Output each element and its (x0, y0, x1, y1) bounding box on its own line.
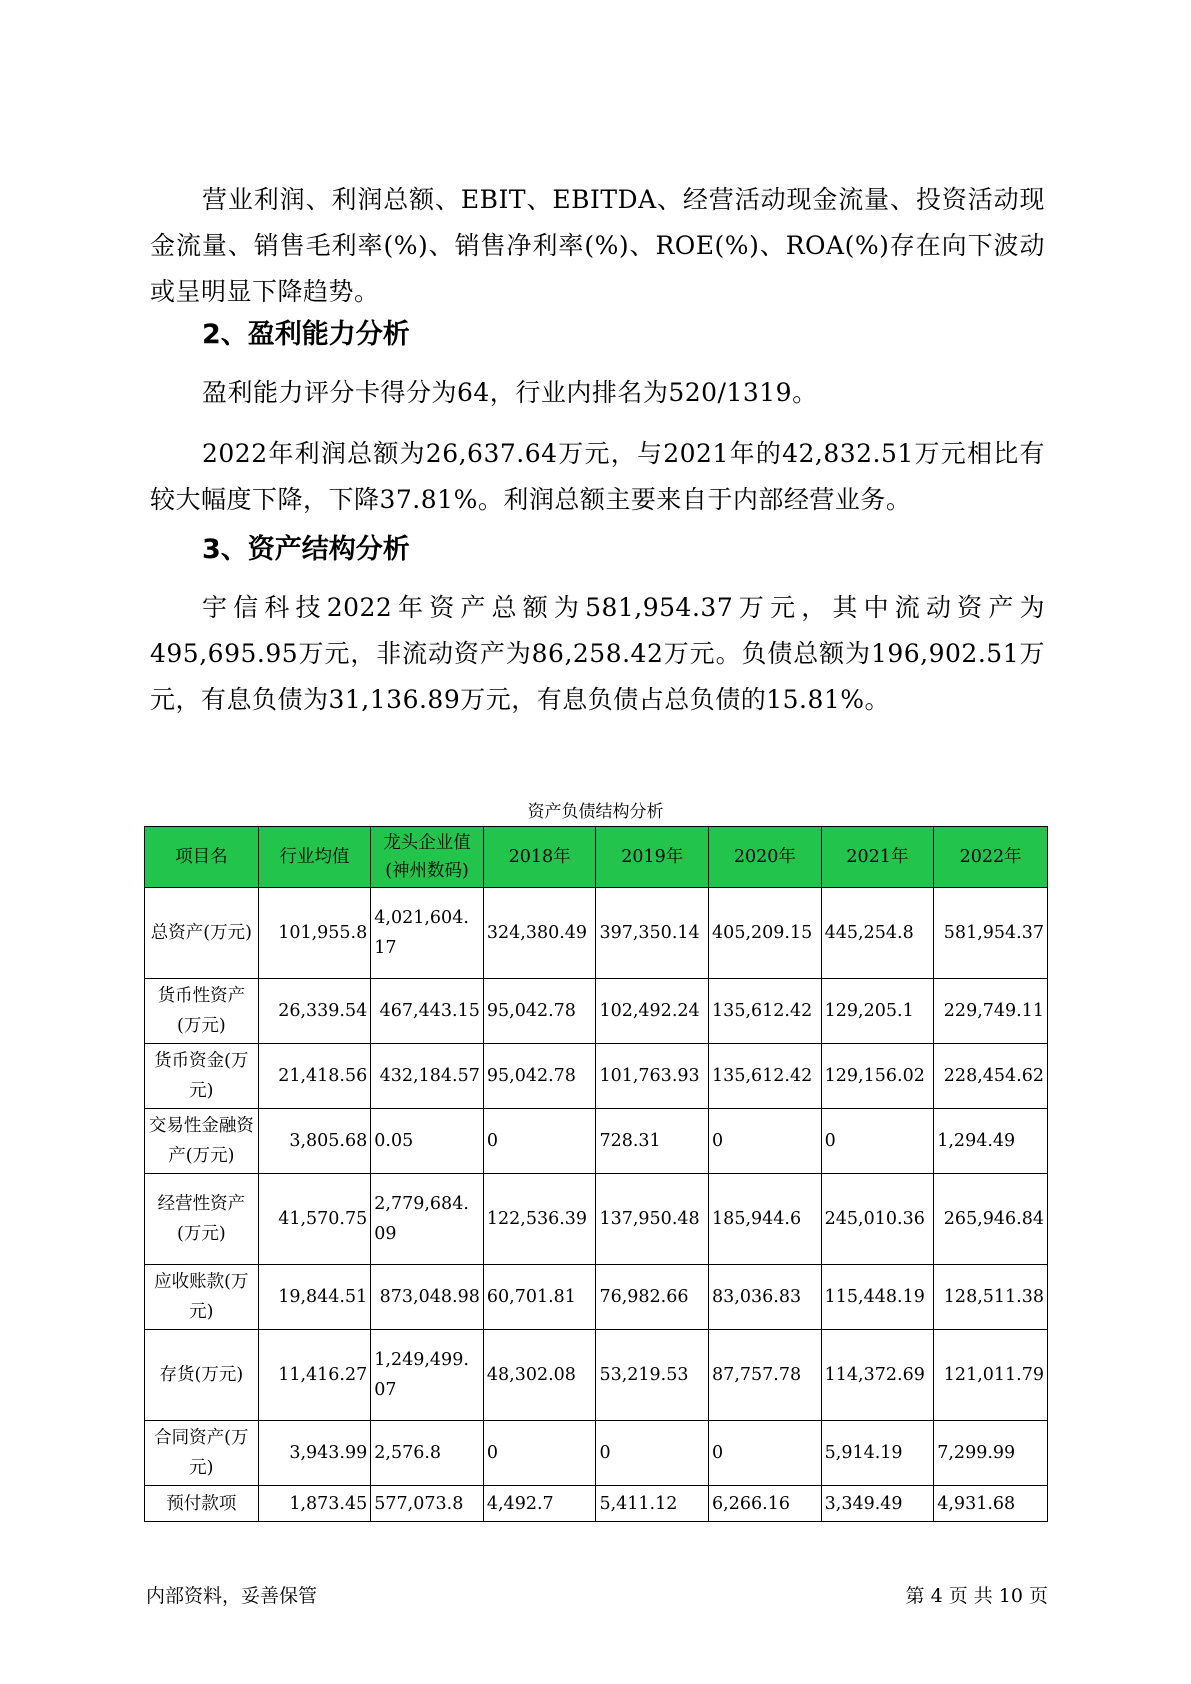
cell: 135,612.42 (709, 979, 822, 1044)
table-header-row (145, 827, 1048, 888)
cell: 2,576.8 (371, 1421, 484, 1486)
cell: 577,073.8 (371, 1486, 484, 1522)
cell: 101,763.93 (596, 1044, 709, 1109)
cell: 114,372.69 (821, 1330, 934, 1421)
cell: 102,492.24 (596, 979, 709, 1044)
table-row (145, 979, 1048, 1044)
cell: 115,448.19 (821, 1265, 934, 1330)
header-2022: 2022年 (934, 827, 1048, 888)
row-label: 总资产(万元) (145, 888, 259, 979)
row-label: 货币资金(万元) (145, 1044, 259, 1109)
cell: 6,266.16 (709, 1486, 822, 1522)
header-item-name: 项目名 (145, 827, 259, 888)
cell: 228,454.62 (934, 1044, 1048, 1109)
paragraph-scorecard: 盈利能力评分卡得分为64，行业内排名为520/1319。 (202, 378, 818, 407)
cell: 60,701.81 (483, 1265, 596, 1330)
cell: 26,339.54 (258, 979, 371, 1044)
cell: 467,443.15 (371, 979, 484, 1044)
cell: 4,931.68 (934, 1486, 1048, 1522)
cell: 7,299.99 (934, 1421, 1048, 1486)
cell: 0 (483, 1421, 596, 1486)
cell: 229,749.11 (934, 979, 1048, 1044)
paragraph-total-profit: 2022年利润总额为26,637.64万元，与2021年的42,832.51万元相比有较大幅度下降，下降37.81%。利润总额主要来自于内部经营业务。 (150, 439, 1045, 514)
cell: 19,844.51 (258, 1265, 371, 1330)
cell: 432,184.57 (371, 1044, 484, 1109)
cell: 21,418.56 (258, 1044, 371, 1109)
cell: 95,042.78 (483, 979, 596, 1044)
row-label: 合同资产(万元) (145, 1421, 259, 1486)
cell: 445,254.8 (821, 888, 934, 979)
heading-asset-structure: 3、资产结构分析 (202, 534, 410, 565)
cell: 265,946.84 (934, 1174, 1048, 1265)
cell: 41,570.75 (258, 1174, 371, 1265)
cell: 1,294.49 (934, 1109, 1048, 1174)
cell: 83,036.83 (709, 1265, 822, 1330)
row-label: 应收账款(万元) (145, 1265, 259, 1330)
row-label: 经营性资产(万元) (145, 1174, 259, 1265)
cell: 4,021,604.17 (371, 888, 484, 979)
table-caption: 资产负债结构分析 (527, 802, 664, 822)
header-2018: 2018年 (483, 827, 596, 888)
row-label: 预付款项 (145, 1486, 259, 1522)
cell: 48,302.08 (483, 1330, 596, 1421)
cell: 2,779,684.09 (371, 1174, 484, 1265)
cell: 53,219.53 (596, 1330, 709, 1421)
cell: 1,873.45 (258, 1486, 371, 1522)
cell: 581,954.37 (934, 888, 1048, 979)
cell: 11,416.27 (258, 1330, 371, 1421)
header-2020: 2020年 (709, 827, 822, 888)
header-leader-value: 龙头企业值(神州数码) (371, 827, 484, 888)
cell: 405,209.15 (709, 888, 822, 979)
table-row (145, 888, 1048, 979)
cell: 3,805.68 (258, 1109, 371, 1174)
cell: 121,011.79 (934, 1330, 1048, 1421)
cell: 185,944.6 (709, 1174, 822, 1265)
cell: 76,982.66 (596, 1265, 709, 1330)
cell: 122,536.39 (483, 1174, 596, 1265)
cell: 4,492.7 (483, 1486, 596, 1522)
cell: 101,955.8 (258, 888, 371, 979)
cell: 5,914.19 (821, 1421, 934, 1486)
paragraph-trend: 营业利润、利润总额、EBIT、EBITDA、经营活动现金流量、投资活动现金流量、销售毛利率(%)、销售净利率(%)、ROE(%)、ROA(%)存在向下波动或呈明显下降趋势。 (150, 185, 1045, 306)
cell: 3,943.99 (258, 1421, 371, 1486)
cell: 137,950.48 (596, 1174, 709, 1265)
cell: 128,511.38 (934, 1265, 1048, 1330)
cell: 324,380.49 (483, 888, 596, 979)
row-label: 交易性金融资产(万元) (145, 1109, 259, 1174)
cell: 5,411.12 (596, 1486, 709, 1522)
cell: 245,010.36 (821, 1174, 934, 1265)
cell: 129,156.02 (821, 1044, 934, 1109)
cell: 0 (821, 1109, 934, 1174)
cell: 728.31 (596, 1109, 709, 1174)
heading-profitability: 2、盈利能力分析 (202, 319, 410, 350)
paragraph-assets: 宇信科技2022年资产总额为581,954.37万元，其中流动资产为495,695.95万元，非流动资产为86,258.42万元。负债总额为196,902.51万元，有息负债为31,136.89万元，有息负债占总负债的15.81%。 (150, 593, 1045, 714)
cell: 135,612.42 (709, 1044, 822, 1109)
table-row (145, 1265, 1048, 1330)
table-row (145, 1174, 1048, 1265)
cell: 0 (709, 1109, 822, 1174)
table-row (145, 1421, 1048, 1486)
cell: 1,249,499.07 (371, 1330, 484, 1421)
cell: 0 (596, 1421, 709, 1486)
cell: 3,349.49 (821, 1486, 934, 1522)
cell: 0 (709, 1421, 822, 1486)
balance-sheet-table (144, 826, 1048, 1522)
row-label: 货币性资产(万元) (145, 979, 259, 1044)
footer-page-number: 第 4 页 共 10 页 (905, 1585, 1048, 1607)
cell: 129,205.1 (821, 979, 934, 1044)
table-row (145, 1330, 1048, 1421)
cell: 873,048.98 (371, 1265, 484, 1330)
header-2021: 2021年 (821, 827, 934, 888)
table-row (145, 1486, 1048, 1522)
table-row (145, 1109, 1048, 1174)
header-2019: 2019年 (596, 827, 709, 888)
cell: 95,042.78 (483, 1044, 596, 1109)
cell: 0 (483, 1109, 596, 1174)
row-label: 存货(万元) (145, 1330, 259, 1421)
cell: 0.05 (371, 1109, 484, 1174)
footer-confidential: 内部资料，妥善保管 (146, 1585, 318, 1607)
header-industry-avg: 行业均值 (258, 827, 371, 888)
table-row (145, 1044, 1048, 1109)
cell: 87,757.78 (709, 1330, 822, 1421)
cell: 397,350.14 (596, 888, 709, 979)
